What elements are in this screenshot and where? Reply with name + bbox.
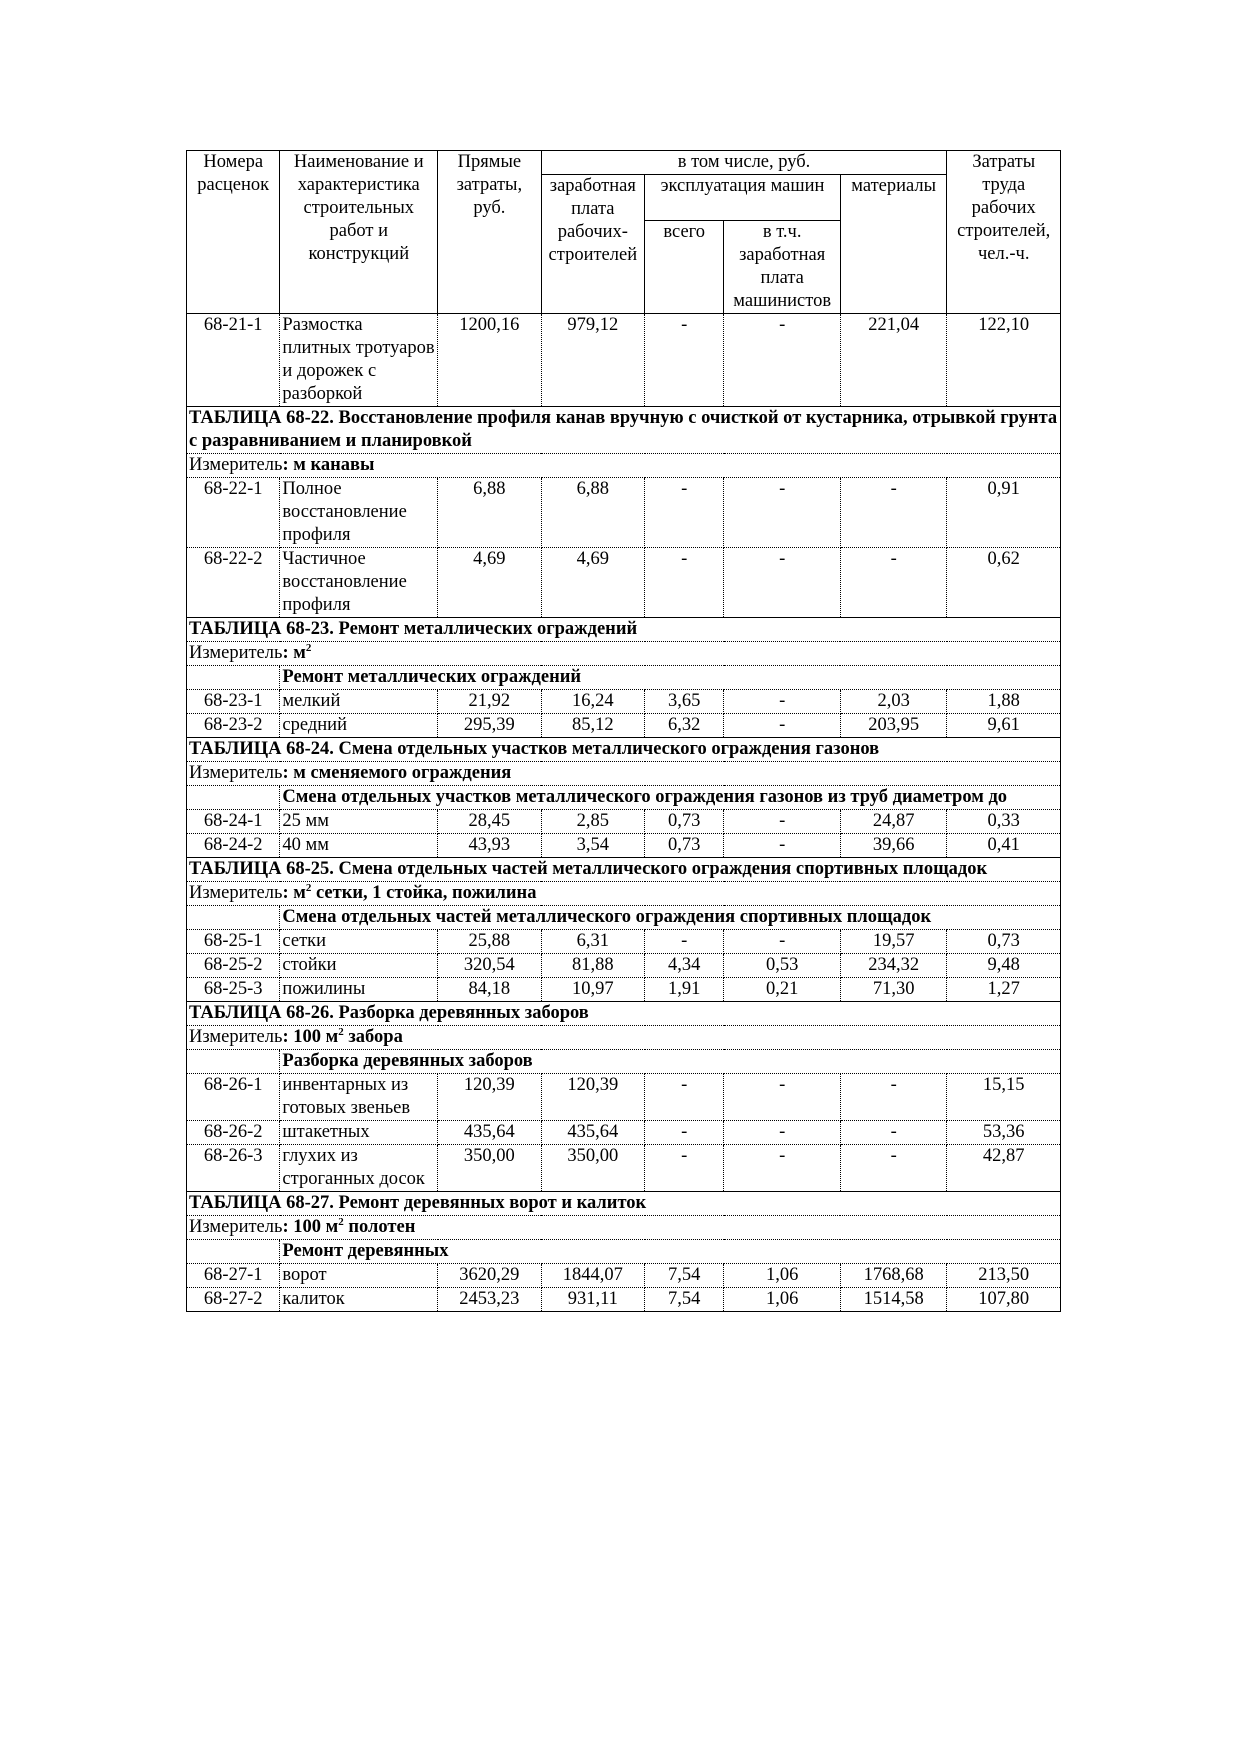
rate-machines: - <box>645 478 724 548</box>
table-row <box>187 1145 1061 1192</box>
meter-unit: : м <box>282 643 306 663</box>
rate-machines: - <box>645 1145 724 1192</box>
rate-materials: 234,32 <box>840 954 947 978</box>
table-title: ТАБЛИЦА 68-24. Смена отдельных участков металлического ограждения газонов <box>187 738 1061 762</box>
rate-wages: 6,88 <box>541 478 644 548</box>
rate-direct: 4,69 <box>438 548 541 618</box>
subgroup-spacer <box>187 786 280 810</box>
rate-name: стойки <box>280 954 438 978</box>
rate-labor: 53,36 <box>947 1121 1061 1145</box>
meter-unit-exponent: 2 <box>305 641 312 654</box>
rate-wages: 16,24 <box>541 690 644 714</box>
meter-label: Измеритель <box>189 883 283 903</box>
meter <box>187 882 1061 906</box>
rate-labor: 1,27 <box>947 978 1061 1002</box>
rate-code: 68-21-1 <box>187 314 280 407</box>
rate-materials: 71,30 <box>840 978 947 1002</box>
rate-machines-wages: 1,06 <box>724 1288 841 1312</box>
rate-direct: 6,88 <box>438 478 541 548</box>
rate-wages: 435,64 <box>541 1121 644 1145</box>
table-title: ТАБЛИЦА 68-26. Разборка деревянных заборов <box>187 1002 1061 1026</box>
rate-code: 68-24-1 <box>187 810 280 834</box>
rate-code: 68-25-3 <box>187 978 280 1002</box>
table-row <box>187 954 1061 978</box>
rate-machines-wages: - <box>724 930 841 954</box>
subgroup-spacer <box>187 1240 280 1264</box>
rate-wages: 10,97 <box>541 978 644 1002</box>
rate-wages: 1844,07 <box>541 1264 644 1288</box>
meter-unit-tail: сетки, 1 стойка, пожилина <box>311 883 537 903</box>
rate-labor: 107,80 <box>947 1288 1061 1312</box>
rate-machines: 4,34 <box>645 954 724 978</box>
rate-machines: - <box>645 314 724 407</box>
meter <box>187 1026 1061 1050</box>
rate-machines-wages: 0,21 <box>724 978 841 1002</box>
rate-wages: 979,12 <box>541 314 644 407</box>
header-wages: заработная плата рабочих-строителей <box>541 175 644 314</box>
rate-wages: 6,31 <box>541 930 644 954</box>
meter-unit: : м <box>282 883 306 903</box>
rate-machines-wages: - <box>724 314 841 407</box>
rate-machines-wages: - <box>724 478 841 548</box>
rate-wages: 4,69 <box>541 548 644 618</box>
meter-label: Измеритель <box>189 455 283 475</box>
rate-labor: 0,62 <box>947 548 1061 618</box>
rate-code: 68-23-2 <box>187 714 280 738</box>
header-machines-wages: в т.ч. заработная плата машинистов <box>724 221 841 314</box>
meter-unit: : 100 м <box>282 1217 339 1237</box>
meter-value <box>282 763 511 783</box>
rate-name: штакетных <box>280 1121 438 1145</box>
meter-unit: : 100 м <box>282 1027 339 1047</box>
header-materials: материалы <box>840 175 947 314</box>
table-title: ТАБЛИЦА 68-22. Восстановление профиля канав вручную с очисткой от кустарника, отрывкой грунта с разравниванием и планировкой <box>187 407 1061 454</box>
rate-wages: 120,39 <box>541 1074 644 1121</box>
rate-machines-wages: - <box>724 548 841 618</box>
rate-machines-wages: 0,53 <box>724 954 841 978</box>
subgroup-row <box>187 906 1061 930</box>
table-title-row <box>187 618 1061 642</box>
header-labor: Затраты труда рабочих строителей, чел.-ч. <box>947 151 1061 314</box>
rate-wages: 81,88 <box>541 954 644 978</box>
meter-unit-tail: полотен <box>343 1217 416 1237</box>
rate-name: глухих из строганных досок <box>280 1145 438 1192</box>
subgroup-row <box>187 1240 1061 1264</box>
table-row <box>187 930 1061 954</box>
rate-materials: 24,87 <box>840 810 947 834</box>
rate-machines-wages: - <box>724 834 841 858</box>
rate-direct: 21,92 <box>438 690 541 714</box>
rate-machines-wages: - <box>724 714 841 738</box>
table-title-row <box>187 407 1061 454</box>
table-title-row <box>187 858 1061 882</box>
subgroup-row <box>187 1050 1061 1074</box>
meter <box>187 1216 1061 1240</box>
meter-label: Измеритель <box>189 643 283 663</box>
rate-name: Полное восстановление профиля <box>280 478 438 548</box>
meter-value <box>282 883 536 903</box>
meter-value <box>282 1217 415 1237</box>
rate-wages: 85,12 <box>541 714 644 738</box>
table-title: ТАБЛИЦА 68-25. Смена отдельных частей металлического ограждения спортивных площадок <box>187 858 1061 882</box>
rate-code: 68-25-1 <box>187 930 280 954</box>
rate-code: 68-22-1 <box>187 478 280 548</box>
rate-materials: - <box>840 548 947 618</box>
rate-name: ворот <box>280 1264 438 1288</box>
rate-wages: 931,11 <box>541 1288 644 1312</box>
rate-materials: 19,57 <box>840 930 947 954</box>
subgroup-spacer <box>187 1050 280 1074</box>
table-header <box>187 151 1061 314</box>
meter-row <box>187 882 1061 906</box>
rate-direct: 320,54 <box>438 954 541 978</box>
subgroup-spacer <box>187 906 280 930</box>
rate-materials: 221,04 <box>840 314 947 407</box>
rate-materials: - <box>840 1121 947 1145</box>
rate-code: 68-22-2 <box>187 548 280 618</box>
meter-unit-exponent: 2 <box>338 1215 344 1228</box>
rate-machines: - <box>645 548 724 618</box>
rate-materials: - <box>840 1145 947 1192</box>
rate-direct: 25,88 <box>438 930 541 954</box>
meter-unit: : м сменяемого ограждения <box>282 763 512 783</box>
rate-direct: 350,00 <box>438 1145 541 1192</box>
rate-materials: 1768,68 <box>840 1264 947 1288</box>
rate-labor: 42,87 <box>947 1145 1061 1192</box>
rate-name: сетки <box>280 930 438 954</box>
rate-machines-wages: - <box>724 810 841 834</box>
rate-code: 68-23-1 <box>187 690 280 714</box>
rate-machines: 0,73 <box>645 810 724 834</box>
header-machines: эксплуатация машин <box>645 175 841 221</box>
rate-direct: 435,64 <box>438 1121 541 1145</box>
table-row <box>187 690 1061 714</box>
table-row <box>187 548 1061 618</box>
rate-materials: - <box>840 1074 947 1121</box>
table-row <box>187 978 1061 1002</box>
table-row <box>187 810 1061 834</box>
table-row <box>187 314 1061 407</box>
rate-labor: 15,15 <box>947 1074 1061 1121</box>
rate-machines-wages: 1,06 <box>724 1264 841 1288</box>
rate-name: 40 мм <box>280 834 438 858</box>
header-name: Наименование и характеристика строительных работ и конструкций <box>280 151 438 314</box>
rate-machines: 6,32 <box>645 714 724 738</box>
meter-unit-exponent: 2 <box>305 881 312 894</box>
rate-wages: 2,85 <box>541 810 644 834</box>
rate-name: 25 мм <box>280 810 438 834</box>
subgroup-title: Смена отдельных участков металлического ограждения газонов из труб диаметром до <box>280 786 1061 810</box>
rate-name: мелкий <box>280 690 438 714</box>
table-row <box>187 1264 1061 1288</box>
table-row <box>187 834 1061 858</box>
meter-unit-exponent: 2 <box>338 1025 344 1038</box>
meter-row <box>187 1026 1061 1050</box>
rate-code: 68-24-2 <box>187 834 280 858</box>
rate-machines-wages: - <box>724 690 841 714</box>
rate-machines: 0,73 <box>645 834 724 858</box>
rate-materials: - <box>840 478 947 548</box>
header-code: Номера расценок <box>187 151 280 314</box>
rate-machines: 1,91 <box>645 978 724 1002</box>
rate-materials: 39,66 <box>840 834 947 858</box>
table-title-row <box>187 738 1061 762</box>
meter-row <box>187 454 1061 478</box>
rate-wages: 350,00 <box>541 1145 644 1192</box>
table-row <box>187 1121 1061 1145</box>
rate-name: калиток <box>280 1288 438 1312</box>
rate-machines-wages: - <box>724 1121 841 1145</box>
rate-name: инвентарных из готовых звеньев <box>280 1074 438 1121</box>
subgroup-title: Ремонт деревянных <box>280 1240 1061 1264</box>
header-machines-total: всего <box>645 221 724 314</box>
header-direct: Прямые затраты, руб. <box>438 151 541 314</box>
rate-labor: 0,91 <box>947 478 1061 548</box>
rate-labor: 122,10 <box>947 314 1061 407</box>
subgroup-row <box>187 666 1061 690</box>
meter-value <box>282 1027 402 1047</box>
rate-name: Частичное восстановление профиля <box>280 548 438 618</box>
rate-machines-wages: - <box>724 1145 841 1192</box>
rate-code: 68-25-2 <box>187 954 280 978</box>
rate-machines: - <box>645 1074 724 1121</box>
table-title: ТАБЛИЦА 68-23. Ремонт металлических ограждений <box>187 618 1061 642</box>
rate-direct: 1200,16 <box>438 314 541 407</box>
rate-materials: 2,03 <box>840 690 947 714</box>
rate-code: 68-27-2 <box>187 1288 280 1312</box>
table-row <box>187 478 1061 548</box>
rate-materials: 1514,58 <box>840 1288 947 1312</box>
rates-table <box>186 150 1061 1312</box>
rate-machines-wages: - <box>724 1074 841 1121</box>
meter-label: Измеритель <box>189 1027 283 1047</box>
rate-labor: 9,48 <box>947 954 1061 978</box>
rate-code: 68-26-2 <box>187 1121 280 1145</box>
rate-machines: - <box>645 1121 724 1145</box>
subgroup-row <box>187 786 1061 810</box>
rate-machines: 3,65 <box>645 690 724 714</box>
rate-labor: 213,50 <box>947 1264 1061 1288</box>
meter-unit-tail: забора <box>343 1027 403 1047</box>
rate-labor: 0,33 <box>947 810 1061 834</box>
subgroup-spacer <box>187 666 280 690</box>
rate-code: 68-26-3 <box>187 1145 280 1192</box>
table-title-row <box>187 1002 1061 1026</box>
table-row <box>187 1288 1061 1312</box>
meter-row <box>187 762 1061 786</box>
rate-labor: 0,41 <box>947 834 1061 858</box>
meter-row <box>187 642 1061 666</box>
meter-label: Измеритель <box>189 1217 283 1237</box>
rate-labor: 0,73 <box>947 930 1061 954</box>
subgroup-title: Разборка деревянных заборов <box>280 1050 1061 1074</box>
meter-value <box>282 643 311 663</box>
rate-wages: 3,54 <box>541 834 644 858</box>
table-row <box>187 1074 1061 1121</box>
rate-labor: 9,61 <box>947 714 1061 738</box>
table-body <box>187 314 1061 1312</box>
meter-label: Измеритель <box>189 763 283 783</box>
meter <box>187 642 1061 666</box>
rate-direct: 295,39 <box>438 714 541 738</box>
rate-code: 68-27-1 <box>187 1264 280 1288</box>
table-title-row <box>187 1192 1061 1216</box>
rate-direct: 28,45 <box>438 810 541 834</box>
subgroup-title: Смена отдельных частей металлического ограждения спортивных площадок <box>280 906 1061 930</box>
rate-name: средний <box>280 714 438 738</box>
rate-code: 68-26-1 <box>187 1074 280 1121</box>
table-row <box>187 714 1061 738</box>
rate-direct: 3620,29 <box>438 1264 541 1288</box>
rate-labor: 1,88 <box>947 690 1061 714</box>
rate-materials: 203,95 <box>840 714 947 738</box>
rate-name: Размостка плитных тротуаров и дорожек с разборкой <box>280 314 438 407</box>
table-title: ТАБЛИЦА 68-27. Ремонт деревянных ворот и калиток <box>187 1192 1061 1216</box>
subgroup-title: Ремонт металлических ограждений <box>280 666 1061 690</box>
header-including: в том числе, руб. <box>541 151 947 175</box>
meter-row <box>187 1216 1061 1240</box>
meter <box>187 762 1061 786</box>
rate-direct: 120,39 <box>438 1074 541 1121</box>
rate-machines: 7,54 <box>645 1264 724 1288</box>
meter-value <box>282 455 374 475</box>
rate-name: пожилины <box>280 978 438 1002</box>
meter-unit: : м канавы <box>282 455 375 475</box>
rate-direct: 2453,23 <box>438 1288 541 1312</box>
rate-machines: 7,54 <box>645 1288 724 1312</box>
rate-direct: 43,93 <box>438 834 541 858</box>
rate-direct: 84,18 <box>438 978 541 1002</box>
meter <box>187 454 1061 478</box>
rate-machines: - <box>645 930 724 954</box>
